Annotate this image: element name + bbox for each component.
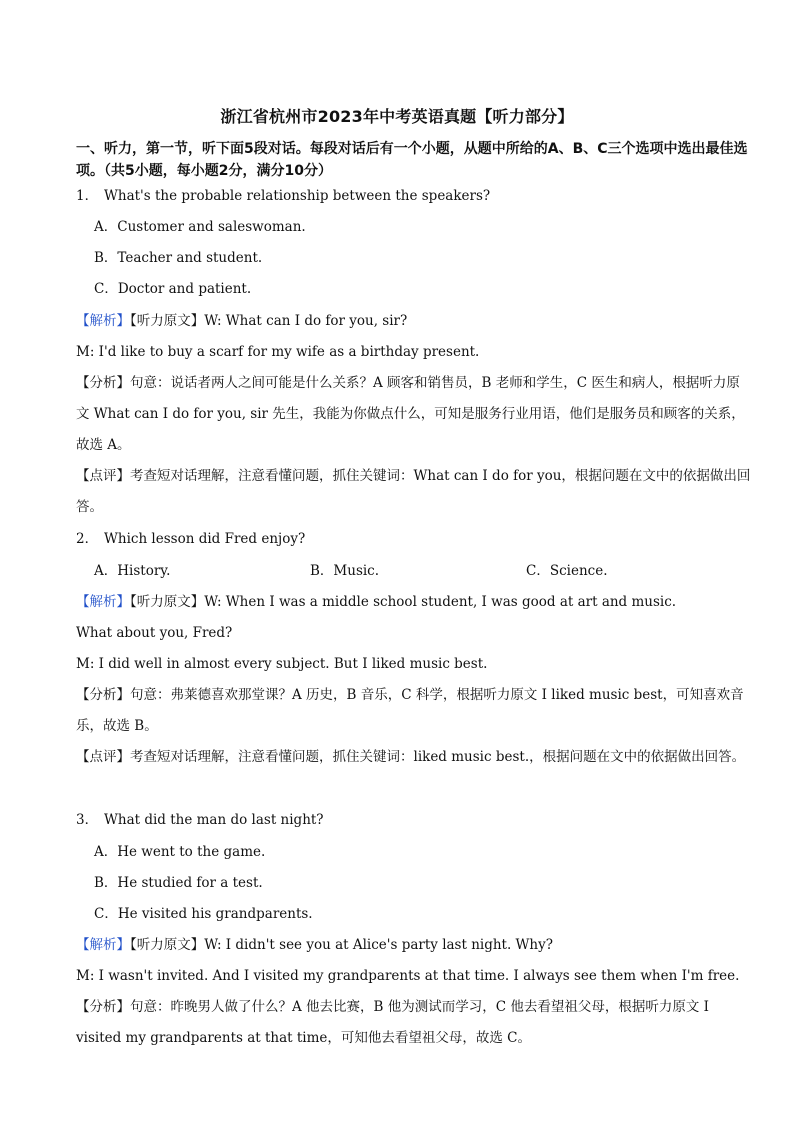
page-title: 浙江省杭州市2023年中考英语真题【听力部分】 [220,107,574,126]
analysis-text: 句意：说话者两人之间可能是什么关系？A 顾客和销售员，B 老师和学生，C 医生和病人，根据听力原文 What can I do for you, sir 先生，我能为你做点什么，可知是服务行业用语，他们是服务员和顾客的关系，故选 A。 [76,375,745,453]
analysis-paragraph [76,368,752,461]
analysis-label: 【分析】 [76,687,130,703]
question-1 [76,186,752,206]
option-c: C．Science. [526,563,608,579]
option-a: A．History. [94,563,171,579]
transcript-text: 【听力原文】W: What can I do for you, sir? [130,313,408,329]
question-3 [76,810,752,830]
transcript-line [76,311,752,331]
transcript-text: 【听力原文】W: When I was a middle school student, I was good at art and music. [130,594,677,610]
question-number: 1． [76,188,99,204]
question-text: Which lesson did Fred enjoy? [104,531,306,547]
question-text: What's the probable relationship between the speakers? [104,188,491,204]
analysis-tag: 【解析】 [76,313,130,329]
question-2 [76,529,752,549]
option-a: A．He went to the game. [94,844,266,860]
question-number: 3． [76,812,99,828]
analysis-paragraph [76,680,752,742]
comment-paragraph [76,461,752,523]
transcript-line [76,935,752,955]
analysis-label: 【分析】 [76,375,130,391]
option-b: B．He studied for a test. [94,875,263,891]
option-c: C．Doctor and patient. [94,281,252,297]
transcript-line: M: I wasn't invited. And I visited my grandparents at that time. I always see them when I'm free. [76,968,740,984]
analysis-paragraph [76,992,752,1054]
transcript-line: What about you, Fred? [76,625,233,641]
option-b: B．Music. [310,563,380,579]
analysis-tag: 【解析】 [76,594,130,610]
analysis-tag: 【解析】 [76,937,130,953]
section-heading: 一、听力，第一节，听下面5段对话。每段对话后有一个小题，从题中所给的A、B、C三个选项中选出最佳选项。（共5小题，每小题2分，满分10分） [76,141,748,179]
comment-text: 考查短对话理解，注意看懂问题，抓住关键词：What can I do for you，根据问题在文中的依据做出回答。 [76,468,751,515]
option-c: C．He visited his grandparents. [94,906,313,922]
transcript-line: M: I'd like to buy a scarf for my wife as a birthday present. [76,344,480,360]
comment-text: 考查短对话理解，注意看懂问题，抓住关键词：liked music best.，根据问题在文中的依据做出回答。 [130,749,746,765]
question-number: 2． [76,531,99,547]
comment-paragraph [76,742,752,773]
option-a: A．Customer and saleswoman. [94,219,306,235]
comment-label: 【点评】 [76,749,130,765]
option-b: B．Teacher and student. [94,250,263,266]
analysis-text: 句意：弗莱德喜欢那堂课？A 历史，B 音乐，C 科学，根据听力原文 I liked music best，可知喜欢音乐，故选 B。 [76,687,744,734]
transcript-line [76,592,752,612]
transcript-text: 【听力原文】W: I didn't see you at Alice's party last night. Why? [130,937,553,953]
question-text: What did the man do last night? [104,812,324,828]
transcript-line: M: I did well in almost every subject. But I liked music best. [76,656,488,672]
analysis-text: 句意：昨晚男人做了什么？A 他去比赛，B 他为测试而学习，C 他去看望祖父母，根据听力原文 I visited my grandparents at that time，可知他去看望祖父母，故选 C。 [76,999,709,1046]
comment-label: 【点评】 [76,468,130,484]
analysis-label: 【分析】 [76,999,130,1015]
